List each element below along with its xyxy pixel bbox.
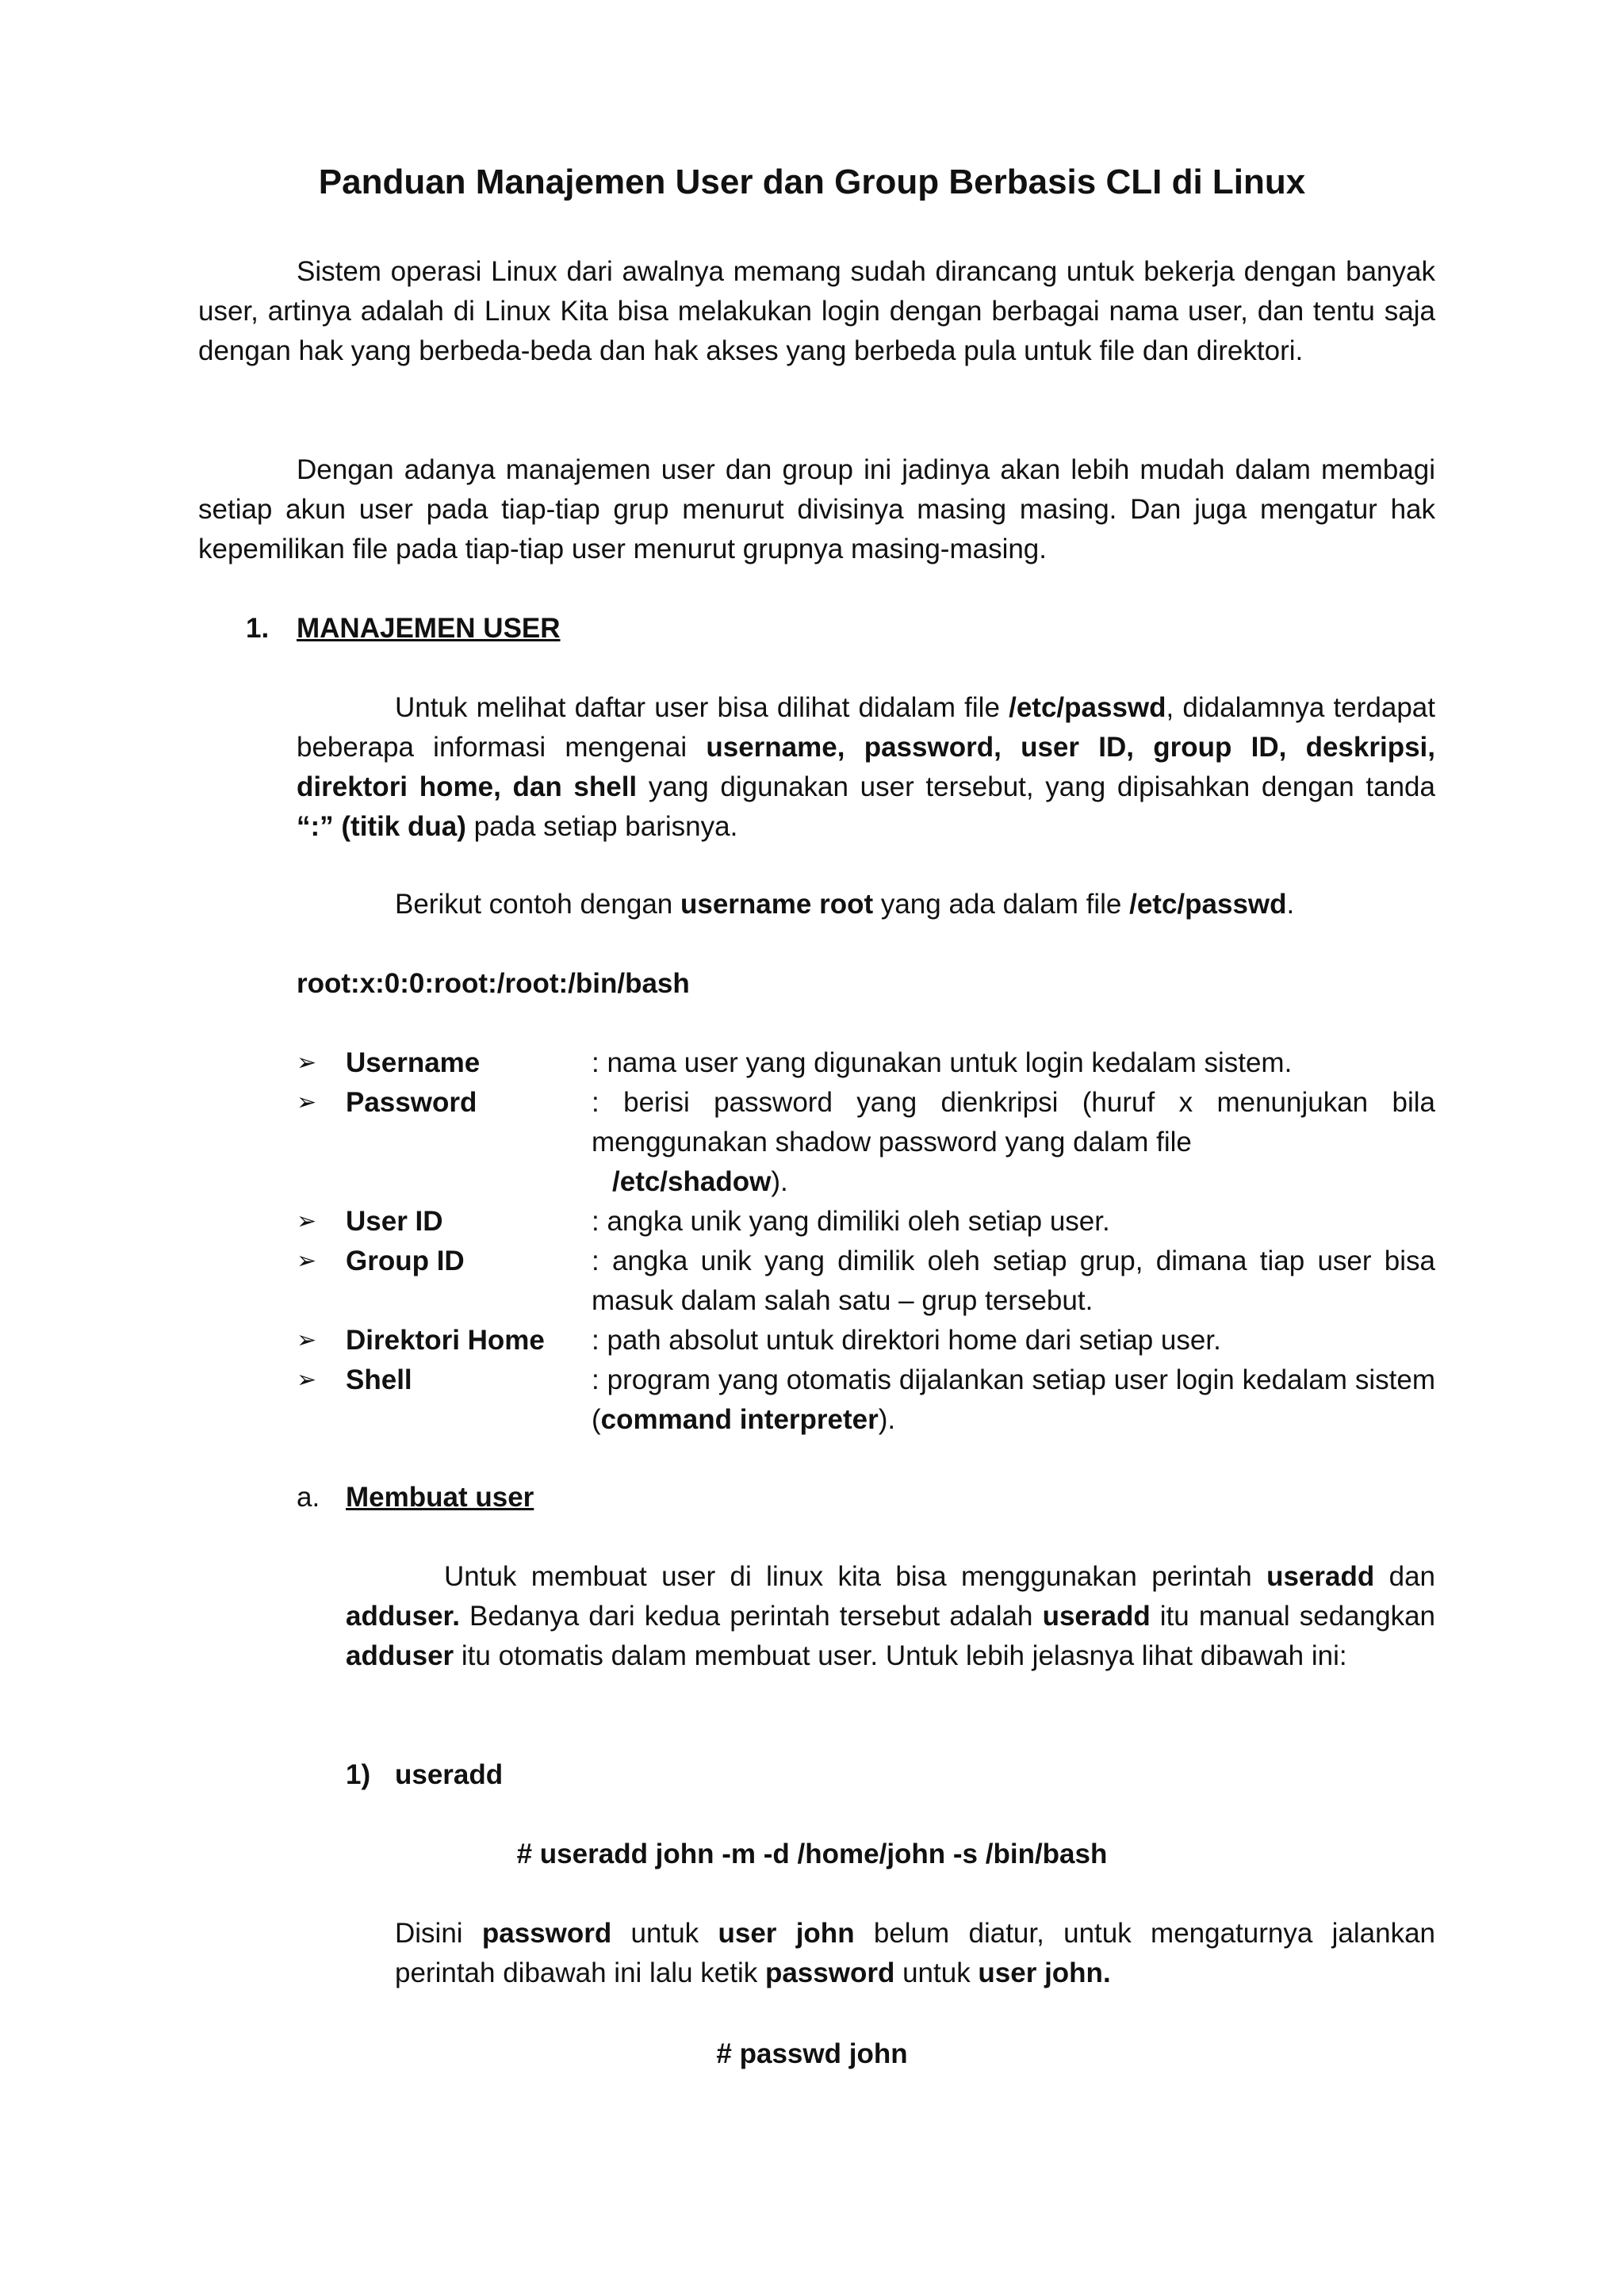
- field-item-group-id: ➢ Group ID : angka unik yang dimilik oleh setiap grup, dimana tiap user bisa masuk dalam salah satu – grup tersebut.: [297, 1242, 1435, 1321]
- arrow-bullet-icon: ➢: [297, 1208, 317, 1234]
- passwd-command: # passwd john: [716, 2038, 908, 2069]
- subsection-title: Membuat user: [346, 1482, 534, 1513]
- section-1-heading: [246, 609, 561, 649]
- arrow-bullet-icon: ➢: [297, 1367, 317, 1393]
- document-title: Panduan Manajemen User dan Group Berbasis CLI di Linux: [318, 163, 1306, 201]
- passwd-description-paragraph: Untuk melihat daftar user bisa dilihat didalam file /etc/passwd, didalamnya terdapat beberapa informasi mengenai username, password, user ID, group ID, deskripsi, direktori home, dan shell yang digunakan user tersebut, yang dipisahkan dengan tanda “:” (titik dua) pada setiap barisnya.: [297, 692, 1435, 842]
- useradd-heading: [346, 1755, 503, 1795]
- field-item-password: ➢ Password : berisi password yang dienkripsi (huruf x menunjukan bila menggunakan shadow password yang dalam file /etc/shadow).: [297, 1083, 1435, 1202]
- intro-paragraph-1: Sistem operasi Linux dari awalnya memang sudah dirancang untuk bekerja dengan banyak user, artinya adalah di Linux Kita bisa melakukan login dengan berbagai nama user, dan tentu saja dengan hak yang berbeda-beda dan hak akses yang berbeda pula untuk file dan direktori.: [198, 256, 1435, 366]
- arrow-bullet-icon: ➢: [297, 1050, 317, 1076]
- useradd-command: # useradd john -m -d /home/john -s /bin/bash: [516, 1839, 1108, 1869]
- field-item-shell: ➢ Shell : program yang otomatis dijalankan setiap user login kedalam sistem (command interpreter).: [297, 1360, 1435, 1440]
- field-item-user-id: ➢ User ID : angka unik yang dimiliki oleh setiap user.: [297, 1202, 1435, 1242]
- example-intro-paragraph: Berikut contoh dengan username root yang ada dalam file /etc/passwd.: [395, 889, 1295, 920]
- item-number: 1): [346, 1759, 371, 1790]
- intro-paragraph-2: Dengan adanya manajemen user dan group ini jadinya akan lebih mudah dalam membagi setiap akun user pada tiap-tiap grup menurut divisinya masing masing. Dan juga mengatur hak kepemilikan file pada tiap-tiap user menurut grupnya masing-masing.: [198, 454, 1435, 564]
- subsection-a-heading: [297, 1478, 534, 1517]
- section-title: MANAJEMEN USER: [297, 613, 561, 644]
- section-number: 1.: [246, 613, 270, 644]
- field-item-username: ➢ Username : nama user yang digunakan untuk login kedalam sistem.: [297, 1043, 1435, 1083]
- arrow-bullet-icon: ➢: [297, 1327, 317, 1353]
- field-item-home-directory: ➢ Direktori Home : path absolut untuk direktori home dari setiap user.: [297, 1321, 1435, 1360]
- passwd-fields-list: [297, 1043, 1435, 1440]
- arrow-bullet-icon: ➢: [297, 1248, 317, 1274]
- arrow-bullet-icon: ➢: [297, 1089, 317, 1115]
- create-user-paragraph: Untuk membuat user di linux kita bisa menggunakan perintah useradd dan adduser. Bedanya dari kedua perintah tersebut adalah useradd itu manual sedangkan adduser itu otomatis dalam membuat user. Untuk lebih jelasnya lihat dibawah ini:: [346, 1561, 1436, 1671]
- subsection-letter: a.: [297, 1482, 320, 1513]
- set-password-paragraph: Disini password untuk user john belum diatur, untuk mengaturnya jalankan perintah dibawah ini lalu ketik password untuk user john.: [395, 1918, 1435, 1988]
- passwd-example-line: root:x:0:0:root:/root:/bin/bash: [297, 968, 690, 999]
- item-label: useradd: [395, 1759, 504, 1790]
